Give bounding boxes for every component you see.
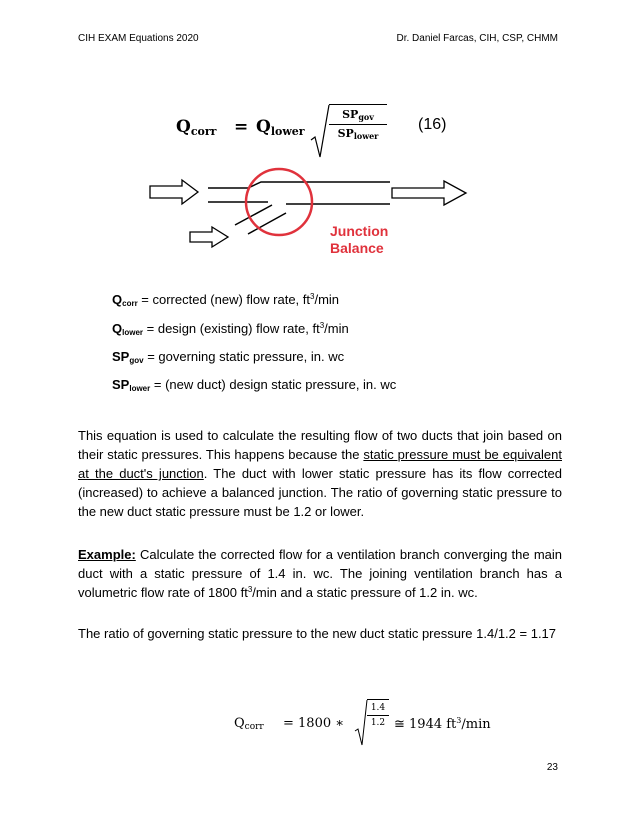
worked-lhs: $Q_{corr}$ bbox=[234, 716, 264, 732]
main-inflow-arrow-icon bbox=[150, 180, 198, 204]
junction-label-line2: Balance bbox=[330, 240, 384, 256]
branch-inflow-arrow-icon bbox=[190, 227, 228, 247]
definition-item: $SP_{lower} = (new$ duct) design static pressure, in. wc bbox=[112, 377, 397, 393]
equation-lhs: $Q_{corr}$ bbox=[176, 117, 217, 138]
worked-fraction bbox=[367, 703, 389, 728]
equation-fraction bbox=[329, 108, 387, 141]
header-left: CIH EXAM Equations 2020 bbox=[78, 33, 199, 44]
definition-item: $SP_{gov}$ = governing static pressure, in. wc bbox=[112, 349, 345, 365]
worked-sqrt-radical bbox=[354, 699, 368, 747]
equation-equals: = bbox=[234, 117, 249, 137]
sqrt-radical bbox=[310, 104, 330, 160]
underlined-phrase: static pressure must be equivalent at the duct's junction bbox=[78, 447, 562, 481]
worked-sqrt-vinculum bbox=[367, 699, 389, 700]
junction-label-line1: Junction bbox=[330, 223, 389, 239]
definition-item: $Q_{corr}$ = corrected (new) flow rate, $ft^3/\min$ bbox=[112, 292, 340, 308]
definition-item: $Q_{lower}$ = design (existing) flow rate, $ft^3/\min$ bbox=[112, 321, 349, 337]
worked-multiplier: = 1800 ∗ bbox=[283, 716, 345, 731]
worked-denominator: 1.2 bbox=[370, 718, 386, 728]
equation-rhs: $Q_{lower}$ bbox=[256, 117, 305, 138]
sqrt-vinculum bbox=[329, 104, 387, 105]
main-outflow-arrow-icon bbox=[392, 181, 466, 205]
equation-number: (16) bbox=[418, 116, 447, 133]
header-right: Dr. Daniel Farcas, CIH, CSP, CHMM bbox=[396, 33, 558, 44]
fraction-denominator: $SP_{lower}$ bbox=[337, 127, 379, 141]
worked-numerator: 1.4 bbox=[370, 703, 386, 713]
main-duct-upper-wall bbox=[208, 182, 300, 188]
paragraph-ratio: The ratio of governing static pressure to the new duct static pressure 1.4/1.2 = 1.17 bbox=[78, 626, 557, 641]
paragraph-explanation: This equation is used to calculate the resulting flow of two ducts that join based on their static pressures. This happens because the static pressure must be equivalent at the duct's junction. The duct with lower static pressure has its flow corrected (increased) to achieve a balanced junction. The ratio of governing static pressure to the new duct static pressure must be 1.2 or lower. bbox=[78, 428, 562, 519]
example-label: Example: bbox=[78, 547, 136, 562]
fraction-numerator: $SP_{gov}$ bbox=[342, 108, 374, 122]
worked-result: ≅ 1944 $ft^3/\min$ bbox=[394, 716, 491, 732]
junction-balance-diagram bbox=[148, 158, 468, 268]
paragraph-example: Example: Calculate the corrected flow for a ventilation branch converging the main duct with a static pressure of 1.4 in. wc. The joining ventilation branch has a volumetric flow rate of 1800 $ft^3/\min$ and a static pressure of 1.2 in. wc. bbox=[78, 547, 562, 600]
page-number: 23 bbox=[546, 762, 558, 773]
